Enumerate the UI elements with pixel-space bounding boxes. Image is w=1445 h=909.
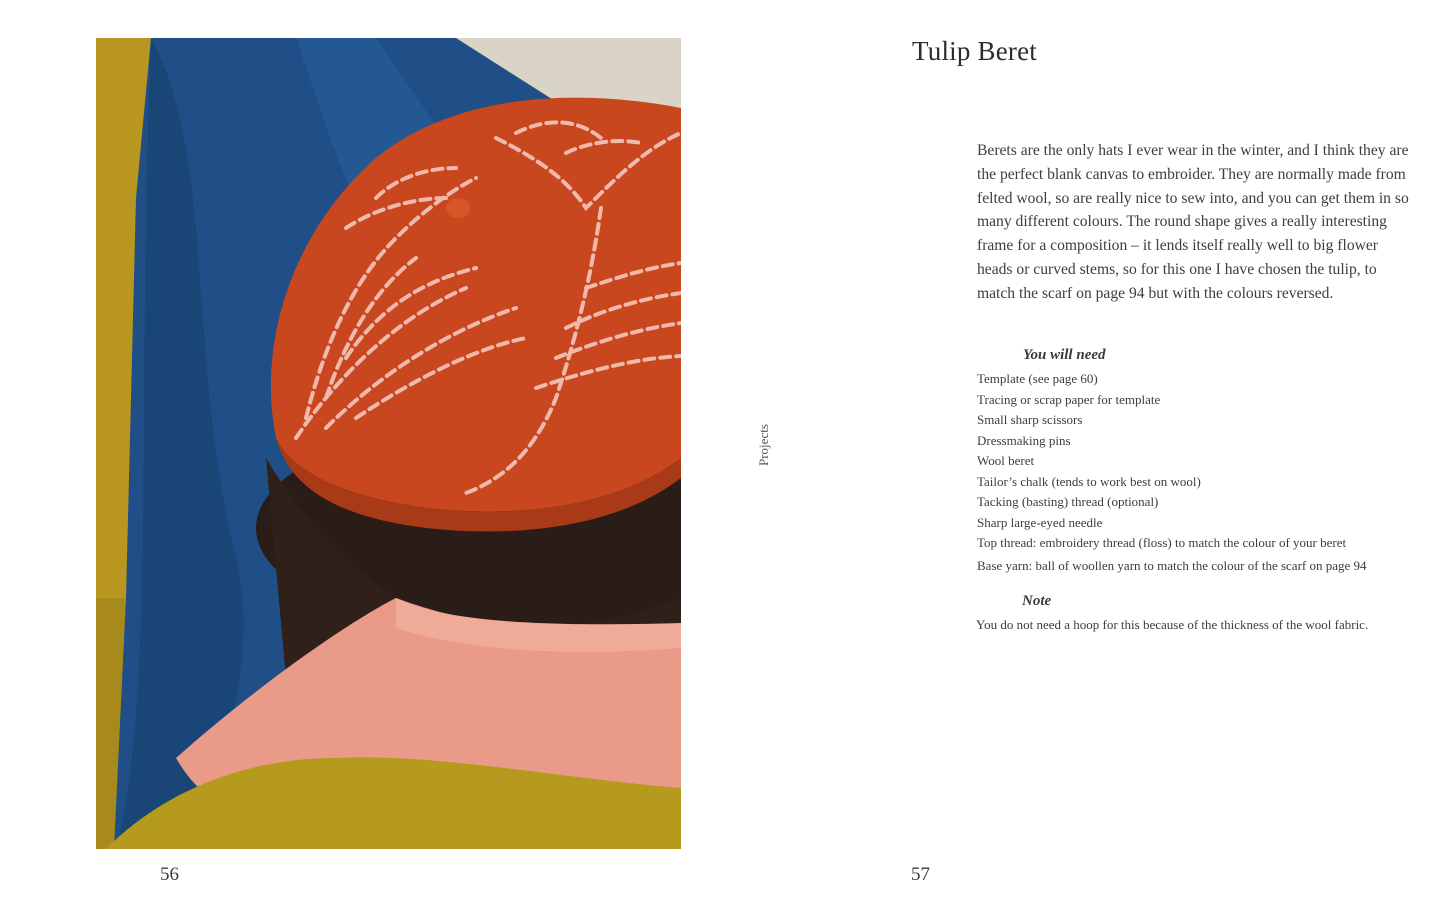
list-item: Template (see page 60)	[977, 371, 1098, 386]
materials-list	[977, 369, 1407, 576]
list-item: Sharp large-eyed needle	[977, 514, 1103, 530]
list-item: Small sharp scissors	[977, 412, 1083, 427]
page-number-left: 56	[160, 864, 179, 885]
list-item: Wool beret	[977, 453, 1035, 468]
note-heading: Note	[1022, 593, 1052, 609]
beret-photo	[96, 38, 681, 849]
intro-paragraph: Berets are the only hats I ever wear in the winter, and I think they are the perfect blank canvas to embroider. They are normally made from felted wool, so are really nice to sew into, and you can get them in so many different colours. The round shape gives a really interesting frame for a composition – it lends itself really well to big flower heads or curved stems, so for this one I have chosen the tulip, to match the scarf on page 94 but with the colours reversed.	[977, 142, 1409, 302]
list-item: Base yarn: ball of woollen yarn to match the colour of the scarf on page 94	[977, 557, 1367, 573]
list-item: Tailor’s chalk (tends to work best on wool)	[977, 473, 1201, 489]
list-item: Top thread: embroidery thread (floss) to match the colour of your beret	[977, 535, 1347, 550]
beret-photo-illustration	[96, 38, 681, 849]
materials-heading: You will need	[1023, 347, 1106, 363]
list-item: Tacking (basting) thread (optional)	[977, 494, 1159, 509]
page-number-right: 57	[911, 864, 930, 885]
note-text: You do not need a hoop for this because of the thickness of the wool fabric.	[976, 617, 1369, 632]
list-item: Dressmaking pins	[977, 432, 1071, 448]
list-item: Tracing or scrap paper for template	[977, 391, 1161, 407]
page-title: Tulip Beret	[912, 36, 1037, 66]
section-label: Projects	[756, 424, 771, 466]
